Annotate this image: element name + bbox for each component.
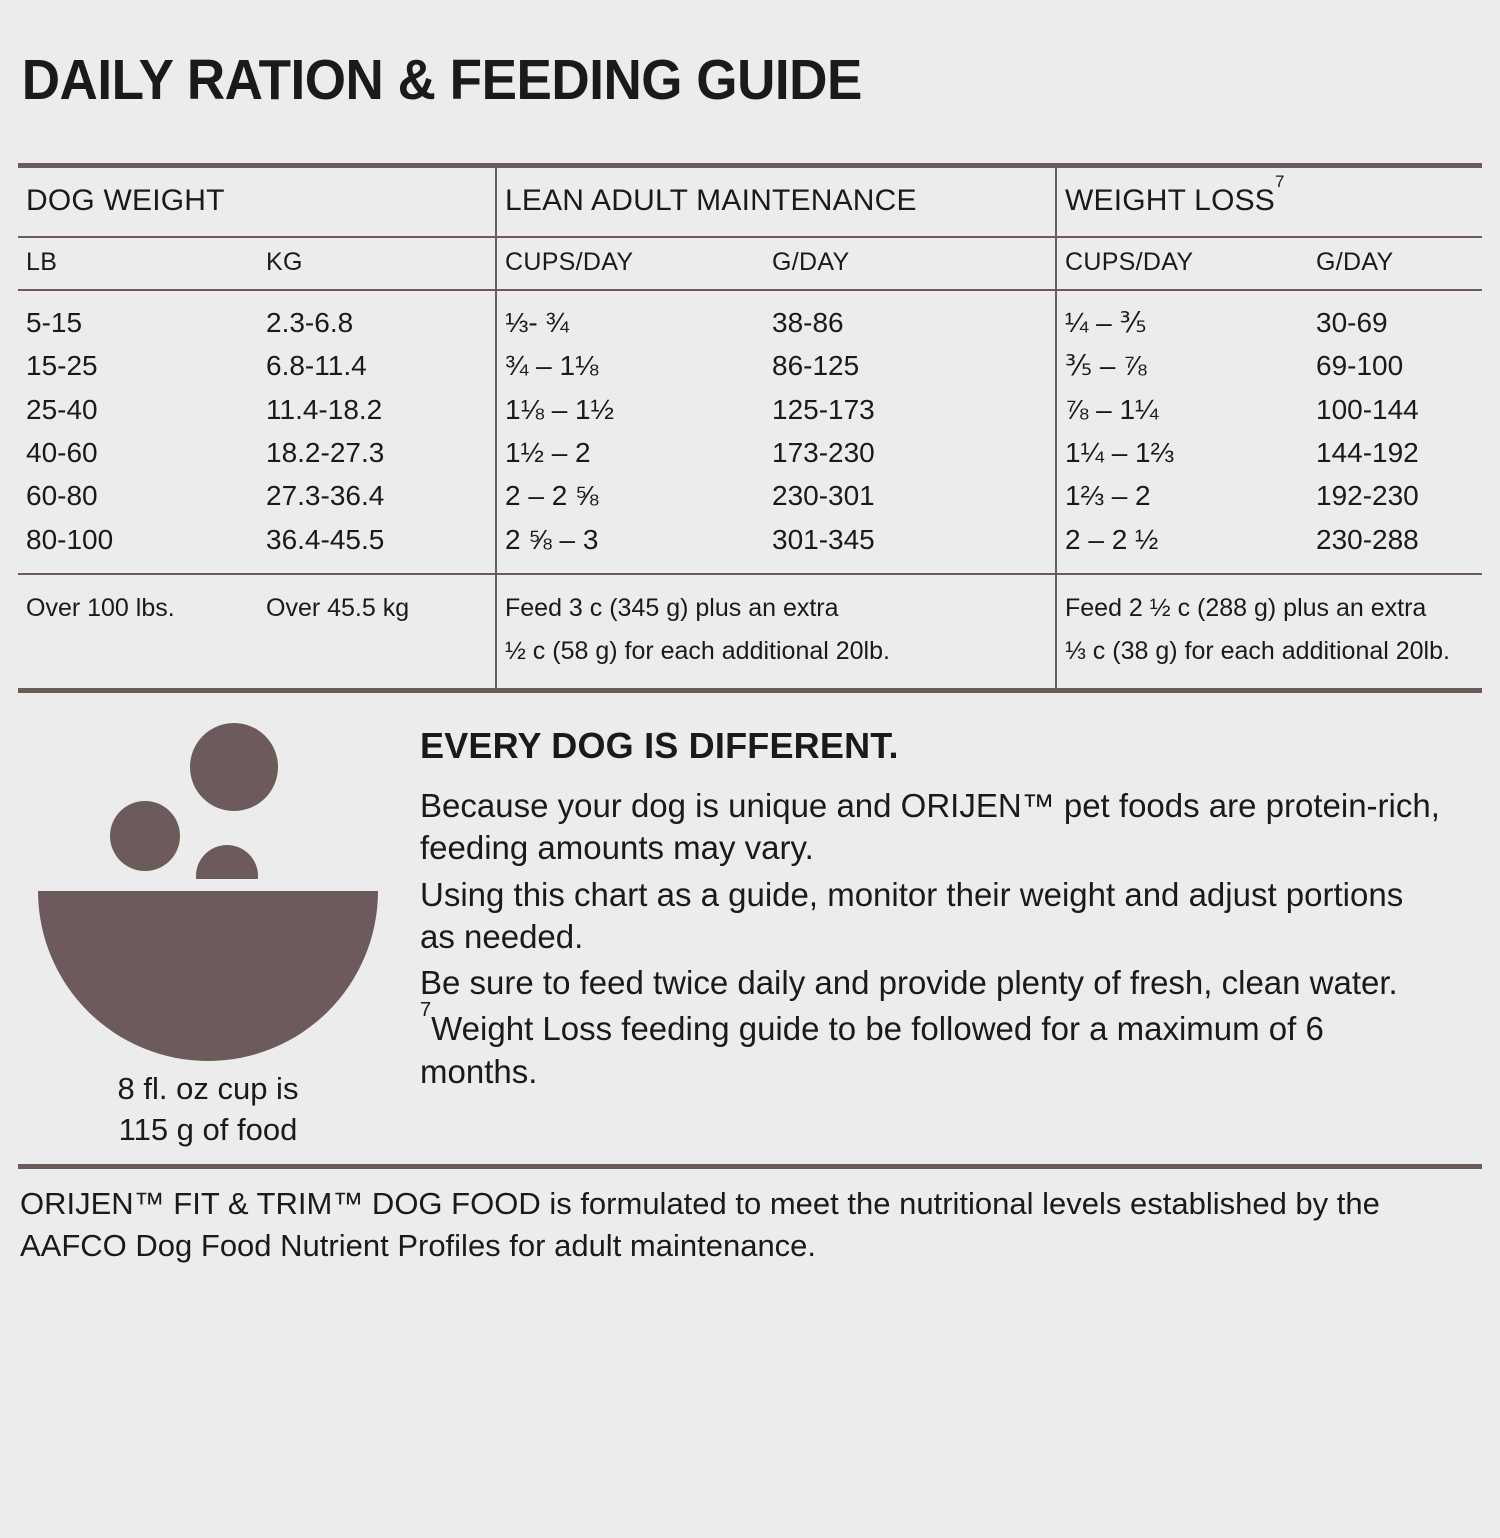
cell-loss-g-0: 30-69 [1316,306,1388,338]
cell-loss-cups-2: ⅞ – 1¼ [1065,393,1159,425]
info-footnote [420,999,1442,1092]
cell-lb-2: 25-40 [26,393,98,425]
lower-section [18,693,1482,1150]
bowl-caption-line2: 115 g of food [118,1111,298,1147]
cell-lean-g-4: 230-301 [772,480,875,512]
cell-loss-g-2: 100-144 [1316,393,1419,425]
bowl-caption [18,1069,398,1150]
cell-lean-cups-4: 2 – 2 ⅝ [505,480,599,512]
info-footnote-text: Weight Loss feeding guide to be followed for a maximum of 6 months. [420,1010,1324,1090]
cell-lean-cups-0: ⅓- ¾ [505,306,569,338]
info-paragraph-1: Because your dog is unique and ORIJEN™ pet foods are protein-rich, feeding amounts may vary. [420,787,1440,867]
weight-loss-footnote-marker: 7 [1275,172,1285,192]
cell-kg-0: 2.3-6.8 [266,306,354,338]
cell-lean-g-3: 173-230 [772,437,875,469]
cells-loss-grams [1308,291,1482,573]
cell-lean-cups-3: 1½ – 2 [505,437,591,469]
cells-kg [258,291,496,573]
cell-lb-0: 5-15 [26,306,83,338]
cell-loss-cups-5: 2 – 2 ½ [1065,523,1159,555]
subheader-lb: LB [26,247,58,276]
group-header-weight-loss [1056,168,1482,236]
cell-loss-g-3: 144-192 [1316,437,1419,469]
cells-loss-cups [1056,291,1308,573]
bowl-shape [38,891,378,1061]
info-column [398,715,1482,1097]
cell-loss-g-4: 192-230 [1316,480,1419,512]
over-row-lean-note [496,575,1056,688]
daily-ration-table [18,168,1482,688]
cell-loss-g-5: 230-288 [1316,523,1419,555]
info-paragraph-2: Using this chart as a guide, monitor their weight and adjust portions as needed. [420,875,1404,955]
over-row-loss-note-line1: Feed 2 ½ c (288 g) plus an extra [1065,594,1427,623]
cell-loss-cups-1: ⅗ – ⅞ [1065,350,1147,382]
cell-lean-cups-1: ¾ – 1⅛ [505,350,599,382]
cell-kg-2: 11.4-18.2 [266,393,383,425]
cell-kg-3: 18.2-27.3 [266,437,385,469]
subheader-loss-grams: G/DAY [1316,247,1394,276]
info-paragraph-3: Be sure to feed twice daily and provide plenty of fresh, clean water. [420,964,1398,1002]
cell-lean-cups-2: 1⅛ – 1½ [505,393,614,425]
cell-lean-g-0: 38-86 [772,306,844,338]
cell-lb-5: 80-100 [26,523,114,555]
cell-lb-3: 40-60 [26,437,98,469]
cell-kg-1: 6.8-11.4 [266,350,367,382]
cell-loss-g-1: 69-100 [1316,350,1404,382]
cells-lean-grams [764,291,1056,573]
cell-lb-1: 15-25 [26,350,98,382]
dog-bowl-icon [38,723,378,1043]
over-row-loss-note-line2: ⅓ c (38 g) for each additional 20lb. [1065,636,1450,665]
over-row-kg: Over 45.5 kg [266,594,410,623]
group-header-dog-weight: DOG WEIGHT [26,184,225,218]
bowl-caption-line1: 8 fl. oz cup is [117,1071,299,1107]
over-row-loss-note [1056,575,1482,688]
cell-lean-g-1: 86-125 [772,350,860,382]
bowl-column [18,715,398,1150]
over-row-lb: Over 100 lbs. [26,594,175,623]
table-data-row [18,291,1482,573]
subheader-loss-cups: CUPS/DAY [1056,238,1308,289]
cells-lb [18,291,258,573]
info-footnote-marker: 7 [420,999,432,1022]
table-subheader-row [18,238,1482,289]
over-row-lean-note-line1: Feed 3 c (345 g) plus an extra [505,594,839,623]
cell-loss-cups-3: 1¼ – 1⅔ [1065,437,1174,469]
subheader-kg: KG [266,247,303,276]
feeding-guide-page [0,38,1500,1538]
group-header-lean-adult-label: LEAN ADULT MAINTENANCE [505,184,917,218]
cell-loss-cups-0: ¼ – ⅗ [1065,306,1147,338]
cell-loss-cups-4: 1⅔ – 2 [1065,480,1151,512]
info-heading: EVERY DOG IS DIFFERENT. [420,725,899,767]
cell-kg-4: 27.3-36.4 [266,480,385,512]
kibble-icon-1 [190,723,278,811]
page-title: DAILY RATION & FEEDING GUIDE [21,48,862,113]
kibble-icon-2 [110,801,180,871]
cells-lean-cups [496,291,764,573]
cell-lean-g-5: 301-345 [772,523,875,555]
group-header-weight-loss-label: WEIGHT LOSS [1065,184,1276,218]
subheader-lean-grams: G/DAY [772,247,850,276]
cell-lb-4: 60-80 [26,480,98,512]
subheader-lean-cups: CUPS/DAY [496,238,764,289]
cell-kg-5: 36.4-45.5 [266,523,385,555]
cell-lean-cups-5: 2 ⅝ – 3 [505,523,599,555]
table-group-header-row [18,168,1482,236]
aafco-statement: ORIJEN™ FIT & TRIM™ DOG FOOD is formulated to meet the nutritional levels established by the AAFCO Dog Food Nutrient Profiles for adult maintenance. [20,1185,1380,1263]
cell-lean-g-2: 125-173 [772,393,875,425]
over-row-lean-note-line2: ½ c (58 g) for each additional 20lb. [505,636,890,665]
table-over-row [18,575,1482,688]
group-header-lean-adult [496,168,1056,236]
